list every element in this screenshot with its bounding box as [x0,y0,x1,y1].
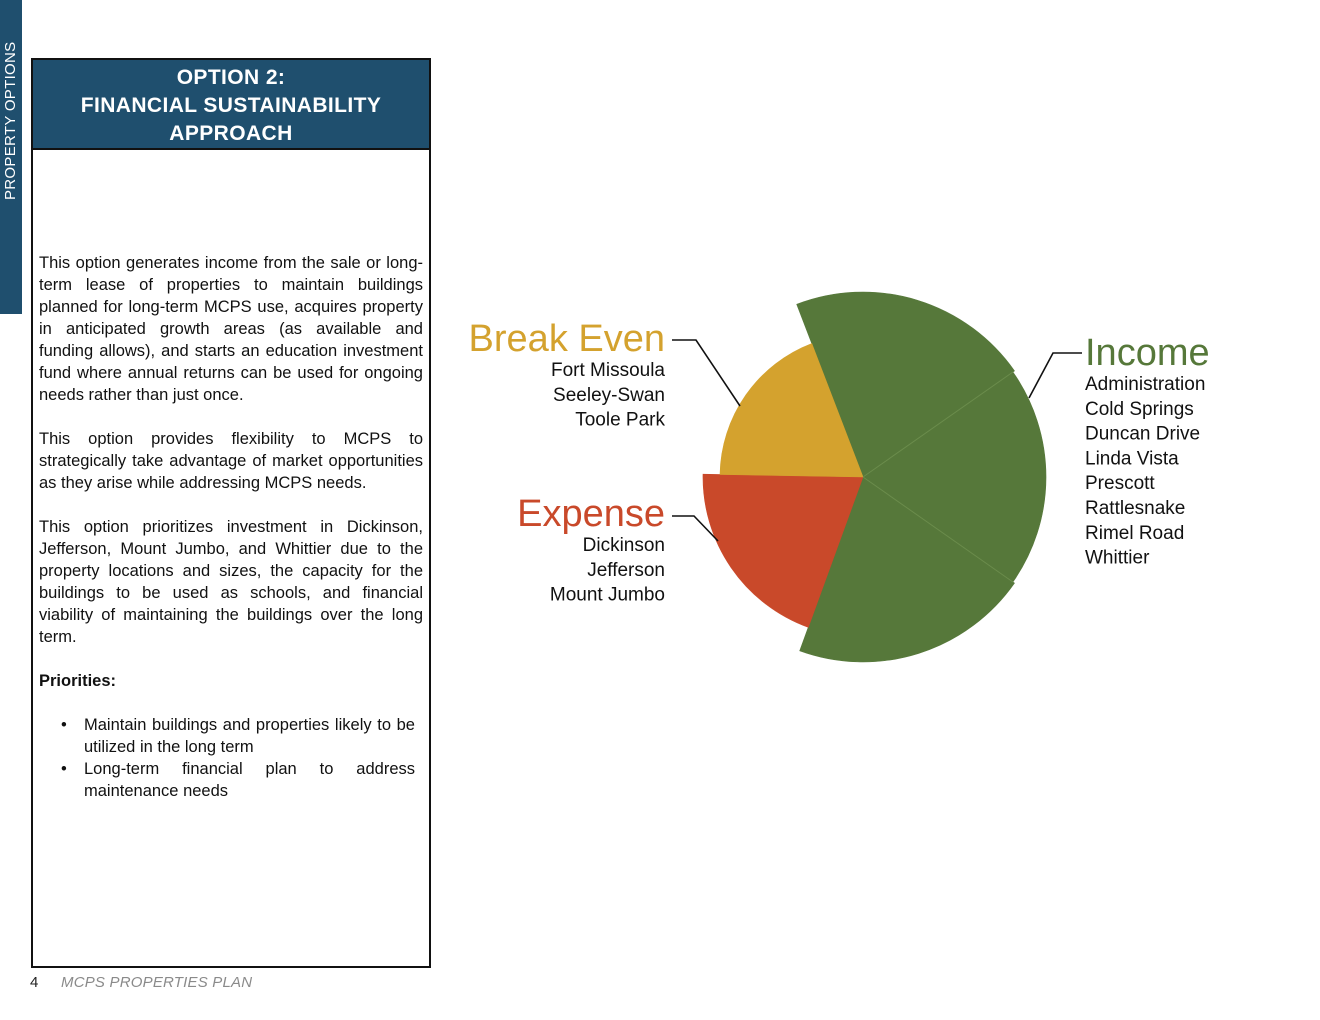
section-side-tab-label: PROPERTY OPTIONS [2,41,19,200]
income-property-label: Linda Vista [1085,448,1179,470]
income-property-label: Rattlesnake [1085,498,1186,519]
income-property-label: Prescott [1085,473,1155,495]
expense-property-label: Jefferson [587,559,665,581]
income-leader-line [1029,353,1082,398]
income-property-label: Cold Springs [1085,398,1194,420]
priorities-label: Priorities: [39,672,117,690]
income-property-label: Whittier [1085,547,1150,569]
expense-property-label: Mount Jumbo [549,584,665,606]
option-paragraph-2: This option provides flexibility to MCPS to strategically take advantage of market opportunities as they arise while addressing MCPS needs. [39,430,423,492]
option-title-line-1: OPTION 2: [176,66,286,89]
expense-property-label: Dickinson [582,535,665,556]
priority-item: • Maintain buildings and properties likely to be utilized in the long term [39,714,423,758]
income-group-title: Income [1085,332,1210,374]
option-title-line-2: FINANCIAL SUSTAINABILITY [80,94,382,117]
expense-group-title: Expense [517,493,665,535]
option-title-line-3: APPROACH [169,122,293,145]
break-even-property-label: Seeley-Swan [553,384,665,406]
break-even-group-title: Break Even [468,318,665,360]
income-property-label: Rimel Road [1085,522,1185,544]
option-paragraph-1: This option generates income from the sale or long-term lease of properties to maintain buildings planned for long-term MCPS use, acquires property in anticipated growth areas (as available and funding allows), and starts an education investment fund where annual returns can be used for ongoing needs rather than just once. [39,254,423,404]
break-even-property-label: Toole Park [575,409,665,431]
page-number: 4 [30,974,39,991]
income-property-label: Duncan Drive [1085,423,1201,445]
income-property-label: Administration [1085,374,1206,395]
option-paragraph-3: This option prioritizes investment in Dickinson, Jefferson, Mount Jumbo, and Whittier due to the property locations and sizes, the capacity for the buildings to be used as schools, and financial viability of maintaining the buildings over the long term. [39,518,423,646]
break-even-property-label: Fort Missoula [550,360,665,381]
footer-document-title: MCPS PROPERTIES PLAN [61,974,253,991]
break-even-leader-line [672,340,740,406]
priority-item: • Long-term financial plan to address maintenance needs [39,758,423,802]
pie-slices [703,292,1046,662]
